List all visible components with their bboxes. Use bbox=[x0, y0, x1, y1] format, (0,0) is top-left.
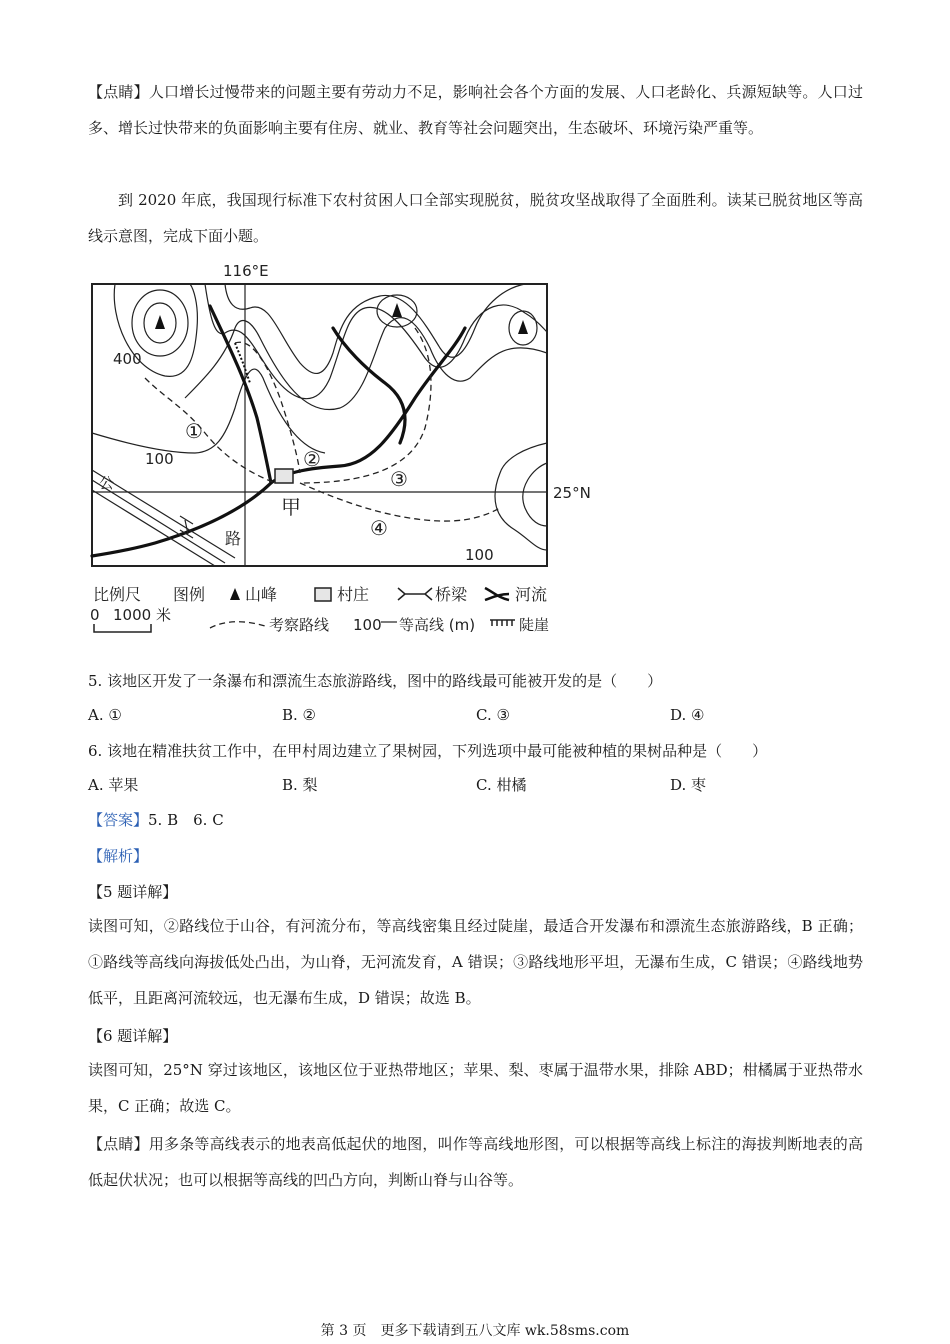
contour-label-400: 400 bbox=[113, 350, 142, 368]
point-note-text: 用多条等高线表示的地表高低起伏的地图，叫作等高线地形图，可以根据等高线上标注的海拔判断地表的高低起伏状况；也可以根据等高线的凹凸方向，判断山脊与山谷等。 bbox=[88, 1135, 863, 1189]
legend-cliff-icon bbox=[490, 620, 515, 626]
q5-option-c: C. ③ bbox=[476, 706, 510, 724]
question-stem: 到 2020 年底，我国现行标准下农村贫困人口全部实现脱贫，脱贫攻坚战取得了全面胜利。读某已脱贫地区等高线示意图，完成下面小题。 bbox=[88, 191, 863, 245]
question-5-options bbox=[88, 703, 868, 727]
detail-6-tag: 【6 题详解】 bbox=[88, 1027, 178, 1045]
village-symbol bbox=[275, 469, 293, 483]
contour-label-100-left: 100 bbox=[145, 450, 174, 468]
q5-option-b: B. ② bbox=[282, 706, 317, 724]
q6-option-d: D. 枣 bbox=[670, 776, 707, 794]
legend-peak: 山峰 bbox=[245, 585, 278, 604]
road-label-2: 路 bbox=[225, 529, 242, 548]
intro-note-tag: 【点睛】 bbox=[88, 83, 149, 101]
legend-village: 村庄 bbox=[337, 585, 370, 604]
q5-option-d: D. ④ bbox=[670, 706, 705, 724]
q5-option-a: A. ① bbox=[88, 706, 122, 724]
legend-cliff: 陡崖 bbox=[519, 616, 550, 634]
q6-option-b: B. 梨 bbox=[282, 776, 318, 794]
contour-label-100-right: 100 bbox=[465, 546, 494, 564]
contour-map bbox=[85, 258, 605, 638]
legend-village-icon bbox=[315, 588, 331, 601]
detail-5-text: 读图可知，②路线位于山谷，有河流分布，等高线密集且经过陡崖，最适合开发瀑布和漂流生态旅游路线，B 正确；①路线等高线向海拔低处凸出，为山脊，无河流发育，A 错误；③路线地形平坦，无瀑布生成，C 错误；④路线地势低平，且距离河流较远，也无瀑布生成，D 错误；故选 B。 bbox=[88, 917, 863, 1007]
legend-scale-distance: 1000 米 bbox=[113, 606, 171, 624]
longitude-label: 116°E bbox=[223, 262, 269, 280]
route-label-4: ④ bbox=[370, 516, 388, 540]
point-note bbox=[88, 1126, 863, 1198]
route-label-1: ① bbox=[185, 419, 203, 443]
legend-scale-zero: 0 bbox=[90, 606, 100, 624]
q6-option-a: A. 苹果 bbox=[88, 776, 139, 794]
answer-line bbox=[88, 808, 224, 832]
legend-peak-icon bbox=[230, 588, 240, 600]
latitude-label: 25°N bbox=[553, 484, 591, 502]
legend-title: 图例 bbox=[173, 585, 206, 604]
legend-route: 考察路线 bbox=[269, 616, 330, 634]
legend-contour-value: 100 bbox=[353, 616, 382, 634]
legend-contour: 等高线 (m) bbox=[399, 616, 476, 634]
legend-route-icon bbox=[210, 622, 265, 628]
question-6-text: 6. 该地在精准扶贫工作中，在甲村周边建立了果树园，下列选项中最可能被种植的果树品种是（ ） bbox=[88, 742, 768, 760]
legend-bridge-icon bbox=[398, 588, 432, 600]
answer-text: 5. B 6. C bbox=[148, 811, 224, 829]
road-label-1: 公 bbox=[99, 474, 115, 492]
detail-6-text: 读图可知，25°N 穿过该地区，该地区位于亚热带地区；苹果、梨、枣属于温带水果，排除 ABD；柑橘属于亚热带水果，C 正确；故选 C。 bbox=[88, 1061, 863, 1115]
intro-note bbox=[88, 74, 863, 146]
detail-5-tag: 【5 题详解】 bbox=[88, 883, 178, 901]
legend-scale-bar bbox=[94, 624, 151, 632]
point-note-tag: 【点睛】 bbox=[88, 1135, 149, 1153]
route-label-3: ③ bbox=[390, 467, 408, 491]
route-label-2: ② bbox=[303, 447, 321, 471]
question-6-options bbox=[88, 773, 868, 797]
q6-option-c: C. 柑橘 bbox=[476, 776, 527, 794]
legend-river-icon bbox=[485, 588, 509, 600]
question-5-text: 5. 该地区开发了一条瀑布和漂流生态旅游路线，图中的路线最可能被开发的是（ ） bbox=[88, 672, 663, 690]
legend-bridge: 桥梁 bbox=[435, 585, 468, 604]
legend-scale-title: 比例尺 bbox=[93, 585, 142, 604]
intro-note-text: 人口增长过慢带来的问题主要有劳动力不足，影响社会各个方面的发展、人口老龄化、兵源短缺等。人口过多、增长过快带来的负面影响主要有住房、就业、教育等社会问题突出，生态破坏、环境污染严重等。 bbox=[88, 83, 863, 137]
legend-river: 河流 bbox=[515, 585, 548, 604]
analysis-tag: 【解析】 bbox=[88, 847, 149, 865]
answer-tag: 【答案】 bbox=[88, 811, 149, 829]
page-footer: 第 3 页 更多下载请到五八文库 wk.58sms.com bbox=[320, 1323, 630, 1339]
village-label: 甲 bbox=[281, 495, 301, 519]
